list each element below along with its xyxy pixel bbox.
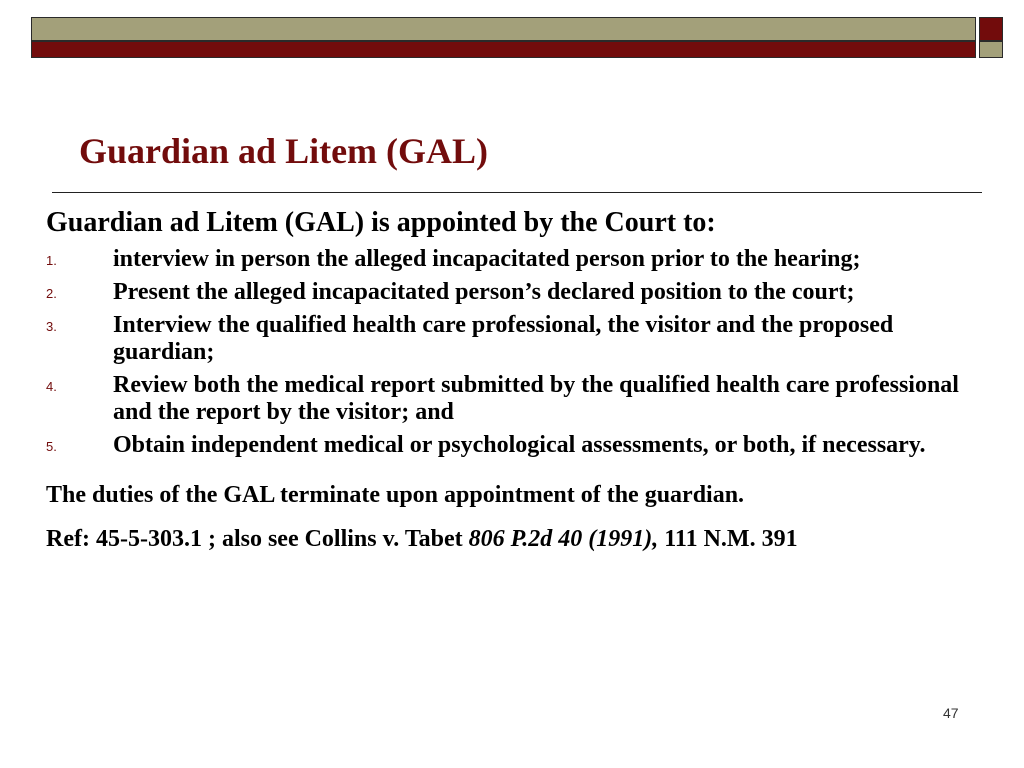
list-item-number: 2.	[46, 286, 57, 301]
slide-title: Guardian ad Litem (GAL)	[79, 131, 489, 171]
list-item-number: 3.	[46, 319, 57, 334]
list-item-text: interview in person the alleged incapacitated person prior to the hearing;	[113, 246, 861, 272]
list-item-text: Interview the qualified health care professional, the visitor and the proposed guardian;	[113, 312, 894, 365]
header-maroon-bar	[31, 41, 976, 58]
reference-citation: 806 P.2d 40 (1991),	[468, 526, 659, 552]
header-olive-bar	[31, 17, 976, 41]
slide-number: 47	[943, 705, 959, 721]
list-item	[46, 246, 996, 273]
list-item-number: 1.	[46, 253, 57, 268]
closing-text: The duties of the GAL terminate upon appointment of the guardian.	[46, 482, 745, 508]
header-corner-olive-square	[979, 41, 1003, 58]
title-divider	[52, 192, 982, 193]
list-item-number: 4.	[46, 379, 57, 394]
list-item	[46, 432, 996, 459]
list-item-number: 5.	[46, 439, 57, 454]
reference-prefix: Ref: 45-5-303.1 ; also see Collins v. Tabet	[46, 526, 469, 552]
list-item-text: Review both the medical report submitted by the qualified health care professional and the report by the visitor; and	[113, 372, 959, 425]
header-corner-maroon-square	[979, 17, 1003, 41]
list-item	[46, 312, 996, 366]
list-item-text: Obtain independent medical or psychological assessments, or both, if necessary.	[113, 432, 926, 458]
list-item	[46, 372, 996, 426]
reference-line	[46, 525, 996, 553]
intro-text: Guardian ad Litem (GAL) is appointed by the Court to:	[46, 207, 716, 238]
slide-body	[46, 206, 996, 553]
list-item-text: Present the alleged incapacitated person’s declared position to the court;	[113, 279, 855, 305]
list-item	[46, 279, 996, 306]
reference-suffix: 111 N.M. 391	[658, 526, 798, 552]
duties-list	[46, 246, 996, 459]
